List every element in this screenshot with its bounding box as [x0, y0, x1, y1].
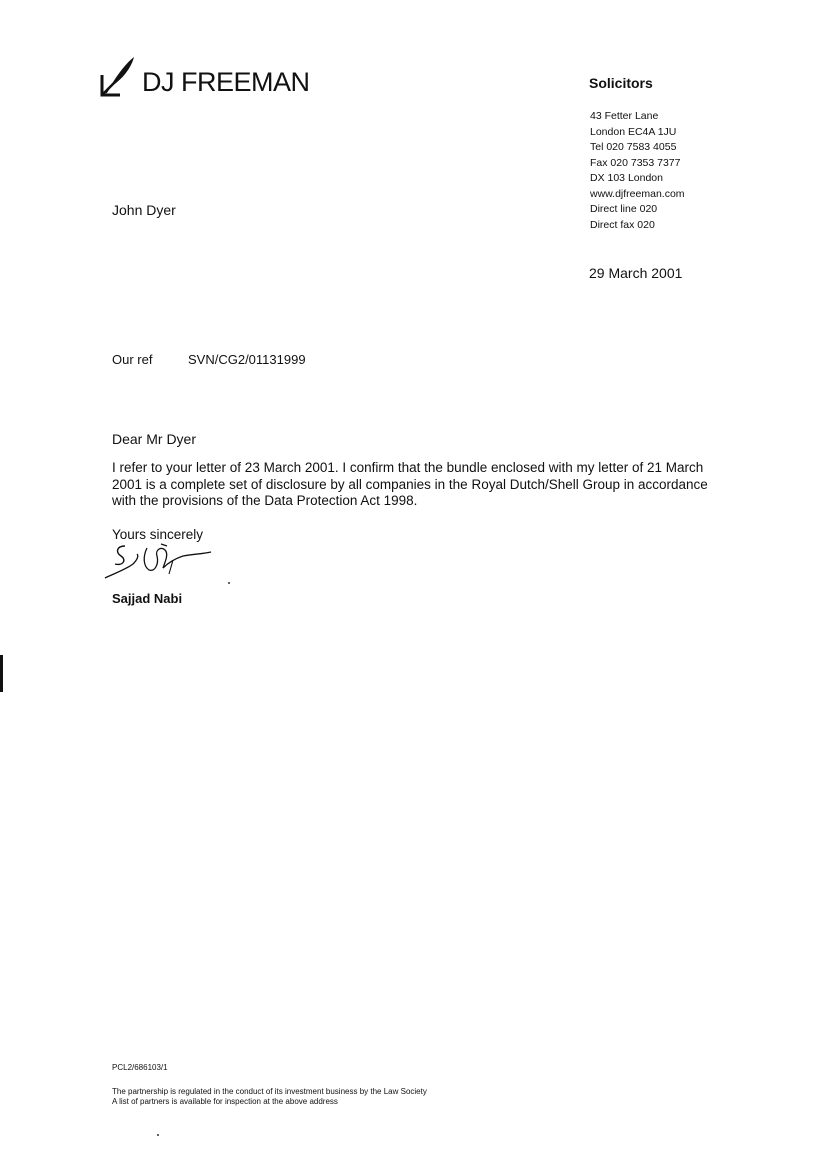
dx-line: DX 103 London — [590, 172, 663, 184]
signer-name: Sajjad Nabi — [112, 591, 183, 606]
scan-speck — [157, 1134, 159, 1136]
address-line-city: London EC4A 1JU — [590, 125, 677, 138]
recipient-name: John Dyer — [112, 202, 176, 218]
document-code: PCL2/686103/1 — [112, 1063, 168, 1072]
scan-margin-mark — [0, 655, 3, 692]
regulatory-notice — [112, 1087, 427, 1107]
direct-line: Direct line 020 — [590, 203, 658, 215]
website-line: www.djfreeman.com — [590, 187, 685, 200]
notice-line: A list of partners is available for inspection at the above address — [112, 1097, 338, 1106]
closing: Yours sincerely — [112, 527, 204, 542]
firm-name: DJ FREEMAN — [142, 67, 310, 97]
reference-label: Our ref — [112, 352, 153, 367]
reference-value: SVN/CG2/01131999 — [188, 352, 306, 367]
firm-address-block — [590, 109, 685, 233]
body-line: I refer to your letter of 23 March 2001. I confirm that the bundle enclosed with my letter of 21 March — [112, 460, 704, 475]
letter-date: 29 March 2001 — [589, 265, 683, 281]
handwritten-signature — [103, 540, 218, 585]
salutation: Dear Mr Dyer — [112, 431, 197, 447]
telephone-line: Tel 020 7583 4055 — [590, 141, 677, 153]
letter-body — [112, 460, 742, 510]
body-line: 2001 is a complete set of disclosure by all companies in the Royal Dutch/Shell Group in accordance — [112, 476, 708, 492]
firm-type: Solicitors — [589, 75, 653, 91]
scan-speck — [228, 582, 230, 584]
reference-row — [112, 352, 306, 367]
fax-line: Fax 020 7353 7377 — [590, 156, 681, 169]
address-line-street: 43 Fetter Lane — [590, 110, 659, 122]
direct-fax-line: Direct fax 020 — [590, 218, 655, 231]
body-line: with the provisions of the Data Protection Act 1998. — [112, 493, 418, 508]
firm-logo — [100, 55, 310, 97]
notice-line: The partnership is regulated in the conduct of its investment business by the Law Society — [112, 1087, 427, 1096]
quill-in-tray-icon — [100, 55, 136, 97]
